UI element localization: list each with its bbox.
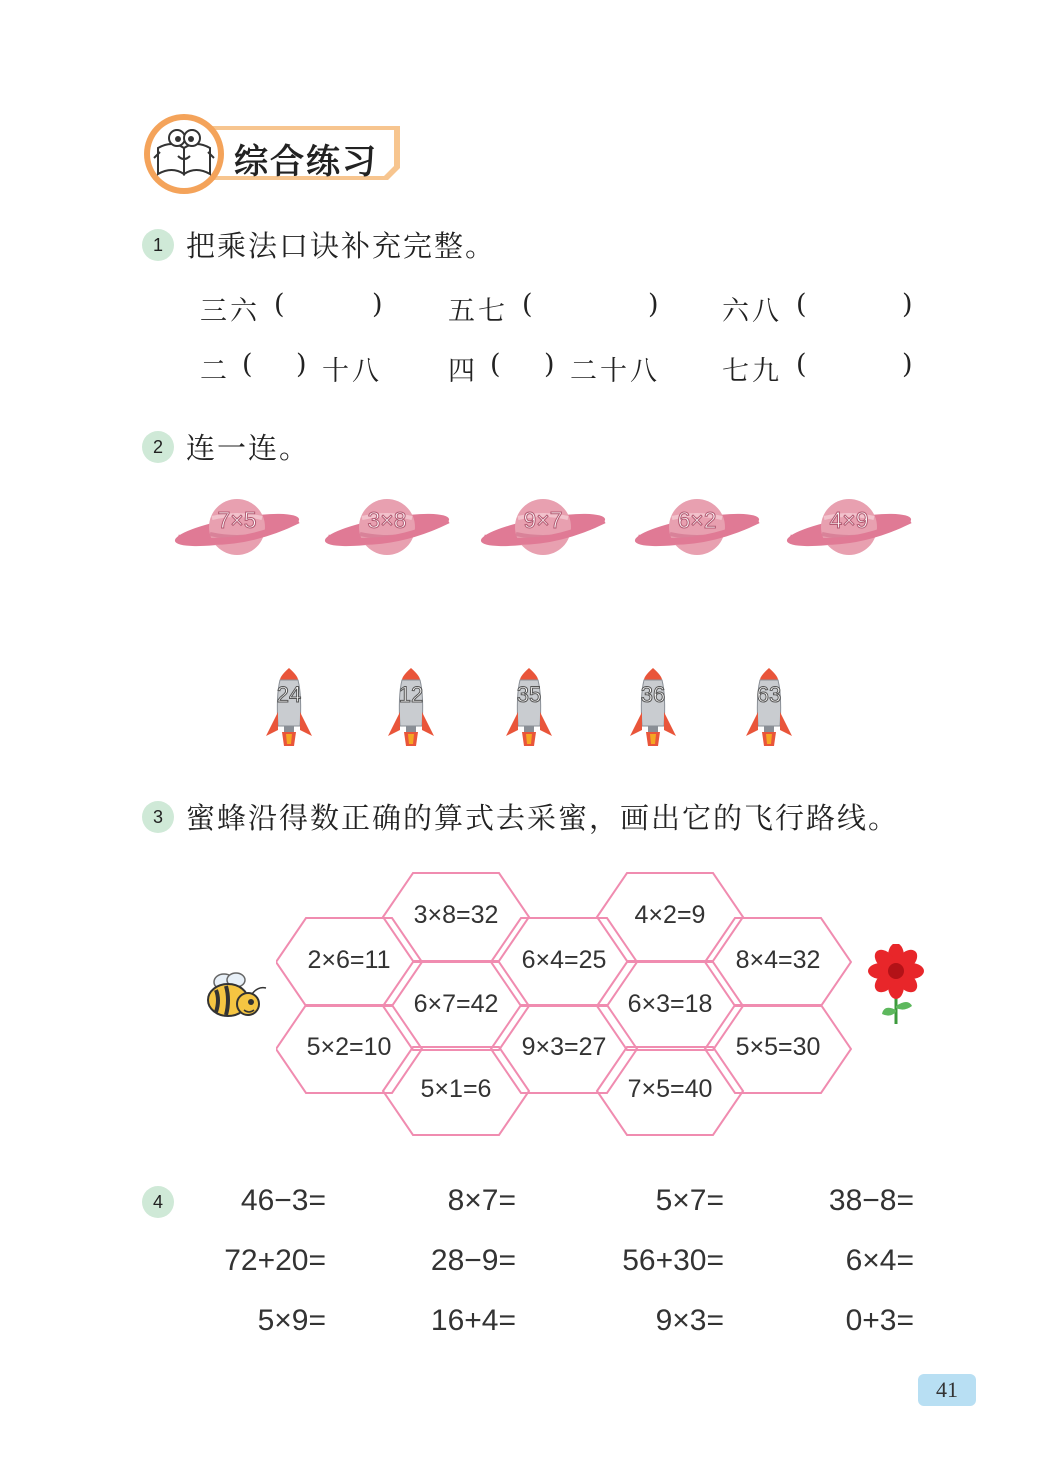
paren-close: ) <box>296 349 307 380</box>
arithmetic-problem: 9×3= <box>655 1304 724 1337</box>
honeycomb-equation: 6×4=25 <box>521 946 607 974</box>
paren-open: ( <box>274 289 285 320</box>
arithmetic-problem: 5×7= <box>655 1184 724 1217</box>
planet-label: 9×7 <box>523 507 563 533</box>
bee-icon <box>202 968 270 1026</box>
planet-label: 7×5 <box>217 507 257 533</box>
item-prefix: 五七 <box>448 296 508 327</box>
honeycomb-labels <box>276 872 852 1136</box>
rocket-label: 24 <box>276 682 302 707</box>
honeycomb-equation: 4×2=9 <box>634 901 706 929</box>
paren-open: ( <box>796 349 807 380</box>
item-prefix: 六八 <box>722 296 782 327</box>
rocket-card[interactable] <box>264 666 314 750</box>
arithmetic-problem: 0+3= <box>845 1304 914 1337</box>
planet-card[interactable] <box>478 494 608 564</box>
arithmetic-problem: 6×4= <box>845 1244 914 1277</box>
arithmetic-problem: 38−8= <box>828 1184 914 1217</box>
question-number: 4 <box>142 1186 174 1218</box>
paren-open: ( <box>796 289 807 320</box>
planet-card[interactable] <box>632 494 762 564</box>
honeycomb-equation: 3×8=32 <box>413 901 499 929</box>
honeycomb-equation: 7×5=40 <box>627 1075 713 1103</box>
planet-card[interactable] <box>172 494 302 564</box>
planet-label: 3×8 <box>367 507 407 533</box>
paren-open: ( <box>242 349 253 380</box>
arithmetic-problem: 28−9= <box>430 1244 516 1277</box>
item-prefix: 四 <box>448 356 478 387</box>
page-number: 41 <box>918 1374 976 1406</box>
honeycomb-equation: 9×3=27 <box>521 1033 607 1061</box>
question-number: 1 <box>142 229 174 261</box>
book-mascot-icon <box>150 122 220 186</box>
item-prefix: 七九 <box>722 356 782 387</box>
honeycomb-equation: 2×6=11 <box>307 946 391 974</box>
item-suffix: 二十八 <box>570 356 660 387</box>
rocket-icon <box>628 666 678 750</box>
rocket-label: 35 <box>516 682 542 707</box>
rocket-icon <box>386 666 436 750</box>
rocket-label: 12 <box>398 682 424 707</box>
section-title: 综合练习 <box>234 142 378 182</box>
arithmetic-problem: 8×7= <box>447 1184 516 1217</box>
honeycomb-equation: 6×3=18 <box>627 990 713 1018</box>
planet-card[interactable] <box>784 494 914 564</box>
rocket-card[interactable] <box>386 666 436 750</box>
rocket-label: 36 <box>640 682 666 707</box>
honeycomb-equation: 8×4=32 <box>735 946 821 974</box>
rocket-card[interactable] <box>744 666 794 750</box>
paren-close: ) <box>902 289 913 320</box>
question-number: 3 <box>142 801 174 833</box>
paren-open: ( <box>522 289 533 320</box>
rocket-label: 63 <box>756 682 782 707</box>
arithmetic-problem: 16+4= <box>430 1304 516 1337</box>
honeycomb-equation: 6×7=42 <box>413 990 499 1018</box>
rocket-card[interactable] <box>628 666 678 750</box>
paren-close: ) <box>372 289 383 320</box>
planet-card[interactable] <box>322 494 452 564</box>
paren-close: ) <box>648 289 659 320</box>
arithmetic-problem: 56+30= <box>622 1244 724 1277</box>
honeycomb-equation: 5×2=10 <box>306 1033 392 1061</box>
item-suffix: 十八 <box>322 356 382 387</box>
flower-icon <box>860 944 934 1026</box>
arithmetic-problem: 72+20= <box>224 1244 326 1277</box>
item-prefix: 二 <box>200 356 230 387</box>
question-number: 2 <box>142 431 174 463</box>
arithmetic-problem: 46−3= <box>240 1184 326 1217</box>
rocket-card[interactable] <box>504 666 554 750</box>
rocket-icon <box>264 666 314 750</box>
item-prefix: 三六 <box>200 296 260 327</box>
question-prompt: 蜜蜂沿得数正确的算式去采蜜，画出它的飞行路线。 <box>186 801 900 835</box>
question-prompt: 把乘法口诀补充完整。 <box>186 229 497 263</box>
paren-close: ) <box>902 349 913 380</box>
rocket-icon <box>744 666 794 750</box>
honeycomb-equation: 5×1=6 <box>420 1075 492 1103</box>
planet-label: 6×2 <box>677 507 717 533</box>
paren-open: ( <box>490 349 501 380</box>
question-prompt: 连一连。 <box>186 431 311 465</box>
section-header <box>142 112 404 196</box>
paren-close: ) <box>544 349 555 380</box>
honeycomb-equation: 5×5=30 <box>735 1033 821 1061</box>
arithmetic-problem: 5×9= <box>257 1304 326 1337</box>
planet-label: 4×9 <box>829 507 869 533</box>
rocket-icon <box>504 666 554 750</box>
